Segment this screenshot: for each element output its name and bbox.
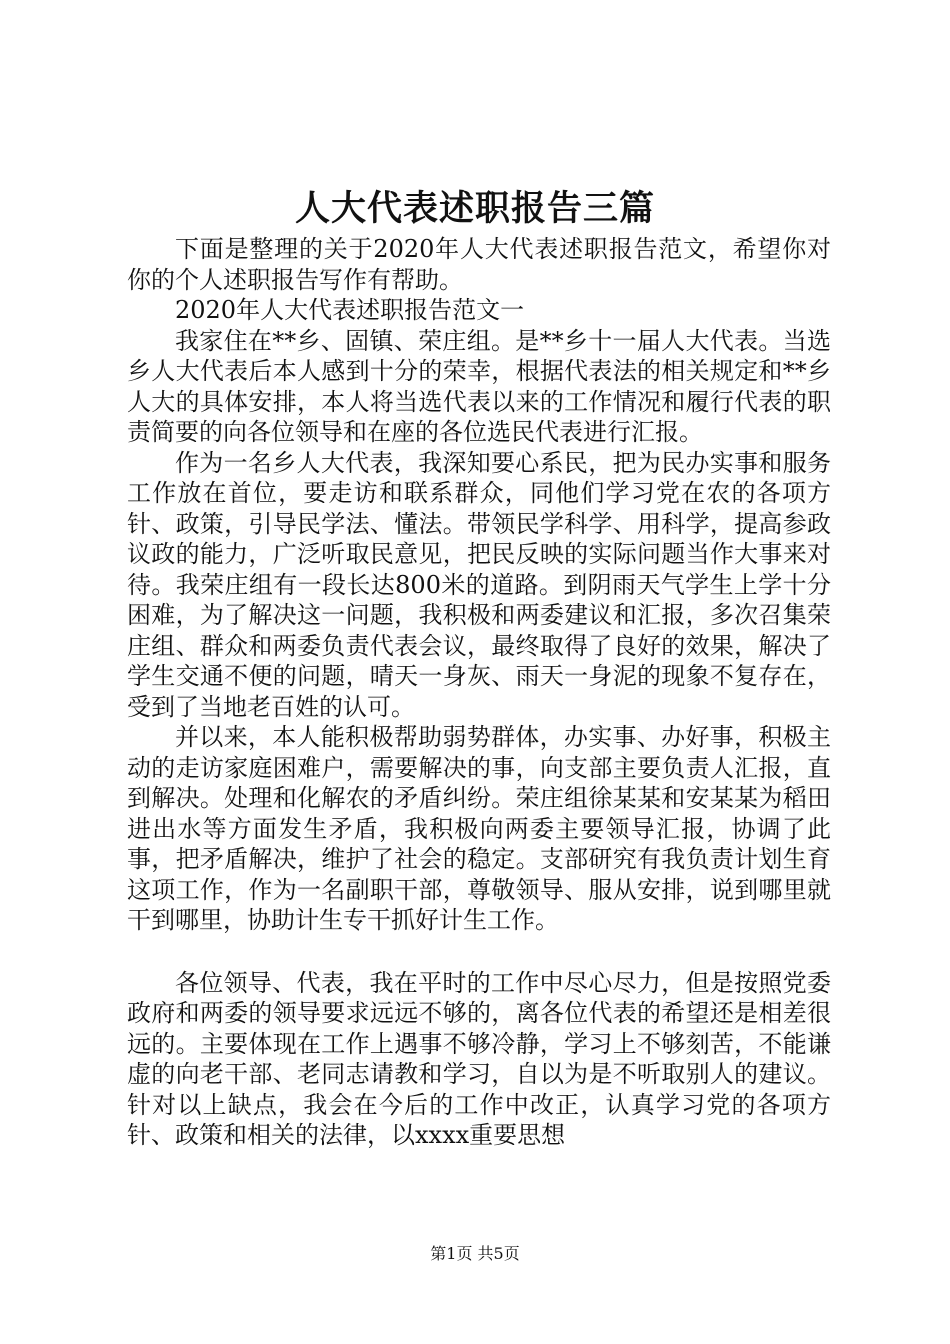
section-heading: 2020年人大代表述职报告范文一: [175, 296, 525, 324]
body-paragraph: 我家住在**乡、固镇、荣庄组。是**乡十一届人大代表。当选乡人大代表后本人感到十分的荣幸，根据代表法的相关规定和**乡人大的具体安排，本人将当选代表以来的工作情况和履行代表的职责简要的向各位领导和在座的各位选民代表进行汇报。: [127, 326, 831, 446]
document-body: [127, 234, 831, 1151]
intro-paragraph: 下面是整理的关于2020年人大代表述职报告范文，希望你对你的个人述职报告写作有帮助。: [127, 235, 831, 294]
body-paragraph: 并以来，本人能积极帮助弱势群体，办实事、办好事，积极主动的走访家庭困难户，需要解决的事，向支部主要负责人汇报，直到解决。处理和化解农的矛盾纠纷。荣庄组徐某某和安某某为稻田进出水等方面发生矛盾，我积极向两委主要领导汇报，协调了此事，把矛盾解决，维护了社会的稳定。支部研究有我负责计划生育这项工作，作为一名副职干部，尊敬领导、服从安排，说到哪里就干到哪里，协助计生专干抓好计生工作。: [127, 723, 831, 934]
body-paragraph: 作为一名乡人大代表，我深知要心系民，把为民办实事和服务工作放在首位，要走访和联系群众，同他们学习党在农的各项方针、政策，引导民学法、懂法。带领民学科学、用科学，提高参政议政的能力，广泛听取民意见，把民反映的实际问题当作大事来对待。我荣庄组有一段长达800米的道路。到阴雨天气学生上学十分困难，为了解决这一问题，我积极和两委建议和汇报，多次召集荣庄组、群众和两委负责代表会议，最终取得了良好的效果，解决了学生交通不便的问题，晴天一身灰、雨天一身泥的现象不复存在，受到了当地老百姓的认可。: [127, 448, 831, 721]
page-footer: 第1页 共5页: [430, 1244, 520, 1263]
document-title: 人大代表述职报告三篇: [294, 188, 655, 229]
body-paragraph: 各位领导、代表，我在平时的工作中尽心尽力，但是按照党委政府和两委的领导要求远远不够的，离各位代表的希望还是相差很远的。主要体现在工作上遇事不够冷静，学习上不够刻苦，不能谦虚的向老干部、老同志请教和学习，自以为是不听取别人的建议。针对以上缺点，我会在今后的工作中改正，认真学习党的各项方针、政策和相关的法律，以xxxx重要思想: [127, 968, 831, 1149]
